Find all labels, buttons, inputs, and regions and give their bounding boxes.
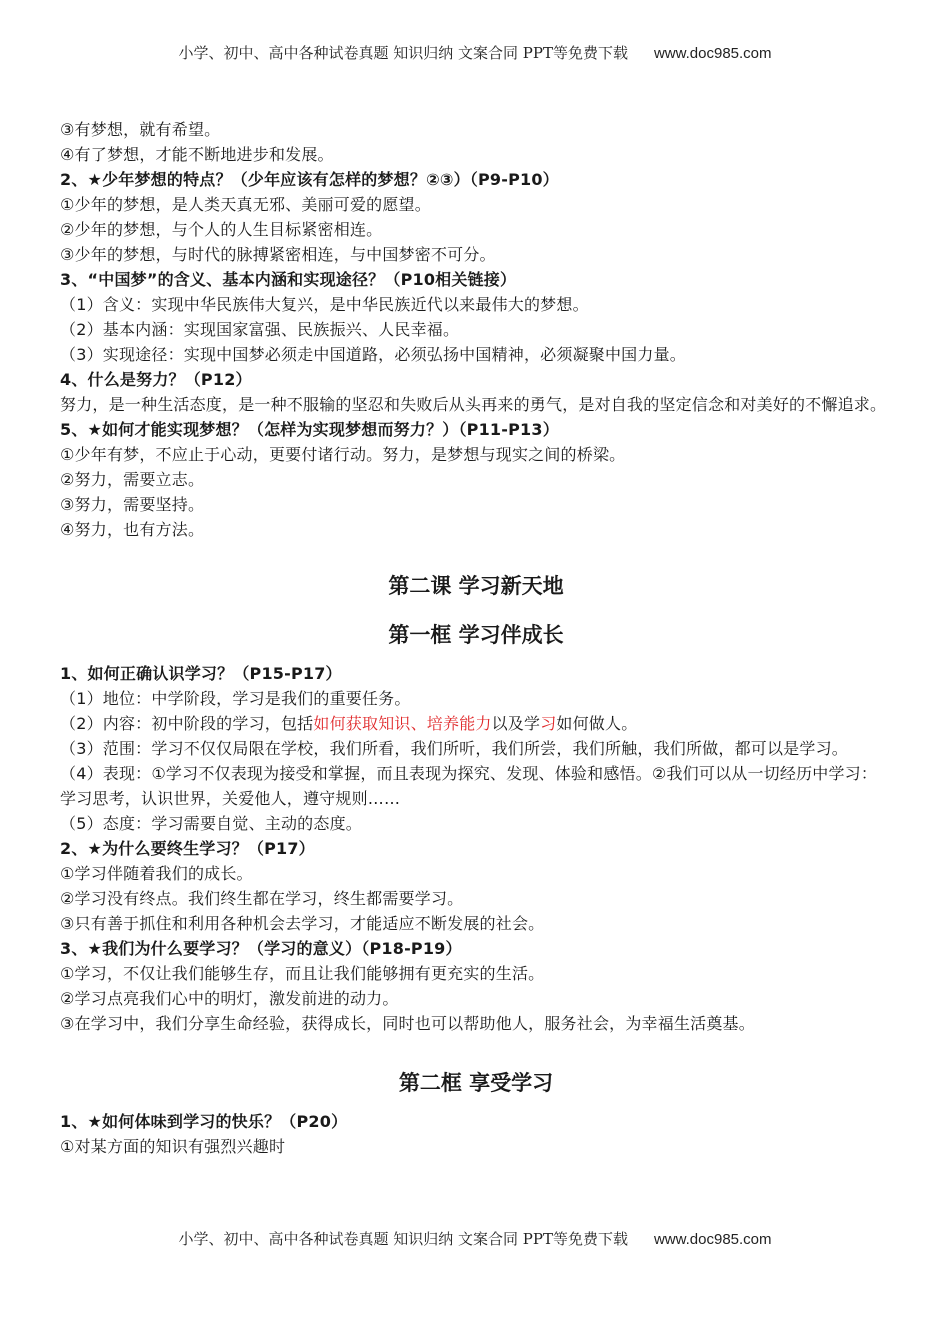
answer-line: ③只有善于抓住和利用各种机会去学习，才能适应不断发展的社会。 — [60, 914, 545, 933]
answer-line: （3）实现途径：实现中国梦必须走中国道路，必须弘扬中国精神，必须凝聚中国力量。 — [60, 345, 686, 364]
answer-line: ②少年的梦想，与个人的人生目标紧密相连。 — [60, 220, 383, 239]
answer-line: （2）基本内涵：实现国家富强、民族振兴、人民幸福。 — [60, 320, 460, 339]
question-heading: 1、如何正确认识学习？（P15-P17） — [60, 664, 342, 683]
answer-line: ①学习，不仅让我们能够生存，而且让我们能够拥有更充实的生活。 — [60, 964, 545, 983]
answer-line: ②学习点亮我们心中的明灯，激发前进的动力。 — [60, 989, 399, 1008]
footer-text: 小学、初中、高中各种试卷真题 知识归纳 文案合同 PPT等免费下载 — [178, 1230, 628, 1248]
answer-paragraph: （3）范围：学习不仅仅局限在学校，我们所看，我们所听，我们所尝，我们所触，我们所做，都可以是学习。 — [60, 739, 848, 758]
question-heading: 4、什么是努力？（P12） — [60, 370, 252, 389]
lesson-title: 第二课 学习新天地 — [388, 574, 564, 598]
answer-line: ③努力，需要坚持。 — [60, 495, 205, 514]
answer-line: ①少年有梦，不应止于心动，更要付诸行动。努力，是梦想与现实之间的桥梁。 — [60, 445, 626, 464]
text-run: 如何做人。 — [556, 714, 638, 733]
question-heading: 3、★我们为什么要学习？（学习的意义）（P18-P19） — [60, 939, 462, 958]
section-title: 第二框 享受学习 — [398, 1071, 554, 1095]
answer-line: ①少年的梦想，是人类天真无邪、美丽可爱的愿望。 — [60, 195, 431, 214]
answer-line: ④努力，也有方法。 — [60, 520, 205, 539]
answer-line: （1）含义：实现中华民族伟大复兴，是中华民族近代以来最伟大的梦想。 — [60, 295, 589, 314]
answer-paragraph: 努力，是一种生活态度，是一种不服输的坚忍和失败后从头再来的勇气，是对自我的坚定信念和对美好的不懈追求。 — [60, 395, 887, 414]
text-run: （2）内容：初中阶段的学习，包括 — [60, 714, 314, 733]
question-heading: 1、★如何体味到学习的快乐？（P20） — [60, 1112, 348, 1131]
answer-line: ②努力，需要立志。 — [60, 470, 205, 489]
question-heading: 3、“中国梦”的含义、基本内涵和实现途径？（P10相关链接） — [60, 270, 517, 289]
header-site-link[interactable]: www.doc985.com — [653, 45, 772, 62]
answer-line: ③在学习中，我们分享生命经验，获得成长，同时也可以帮助他人，服务社会，为幸福生活奠基。 — [60, 1014, 755, 1033]
answer-line: ③少年的梦想，与时代的脉搏紧密相连，与中国梦密不可分。 — [60, 245, 496, 264]
answer-line: （1）地位：中学阶段，学习是我们的重要任务。 — [60, 689, 411, 708]
page-footer — [0, 1228, 950, 1249]
footer-site-link[interactable]: www.doc985.com — [653, 1231, 772, 1248]
answer-line: ②学习没有终点。我们终生都在学习，终生都需要学习。 — [60, 889, 464, 908]
question-heading: 2、★少年梦想的特点？（少年应该有怎样的梦想？②③）（P9-P10） — [60, 170, 559, 189]
section-title: 第一框 学习伴成长 — [388, 623, 564, 647]
question-heading: 5、★如何才能实现梦想？（怎样为实现梦想而努力？）（P11-P13） — [60, 420, 559, 439]
answer-line: ①对某方面的知识有强烈兴趣时 — [60, 1137, 286, 1156]
answer-line: ①学习伴随着我们的成长。 — [60, 864, 253, 883]
header-text: 小学、初中、高中各种试卷真题 知识归纳 文案合同 PPT等免费下载 — [178, 44, 628, 62]
question-heading: 2、★为什么要终生学习？（P17） — [60, 839, 315, 858]
section-body — [60, 1109, 892, 1159]
paragraph: ③有梦想，就有希望。 — [60, 120, 221, 139]
page-header — [0, 42, 950, 63]
highlight-text: 如何获取知识、培养能力 — [313, 714, 492, 733]
text-run: 以及学 — [491, 714, 541, 733]
paragraph: ④有了梦想，才能不断地进步和发展。 — [60, 145, 334, 164]
answer-line-content — [60, 711, 892, 736]
section-body — [60, 661, 892, 1036]
highlight-text: 习 — [540, 714, 557, 733]
answer-paragraph: （4）表现：①学习不仅表现为接受和掌握，而且表现为探究、发现、体验和感悟。②我们可以从一切经历中学习：学习思考，认识世界，关爱他人，遵守规则…… — [60, 764, 878, 808]
answer-line: （5）态度：学习需要自觉、主动的态度。 — [60, 814, 362, 833]
document-body — [60, 117, 892, 1159]
